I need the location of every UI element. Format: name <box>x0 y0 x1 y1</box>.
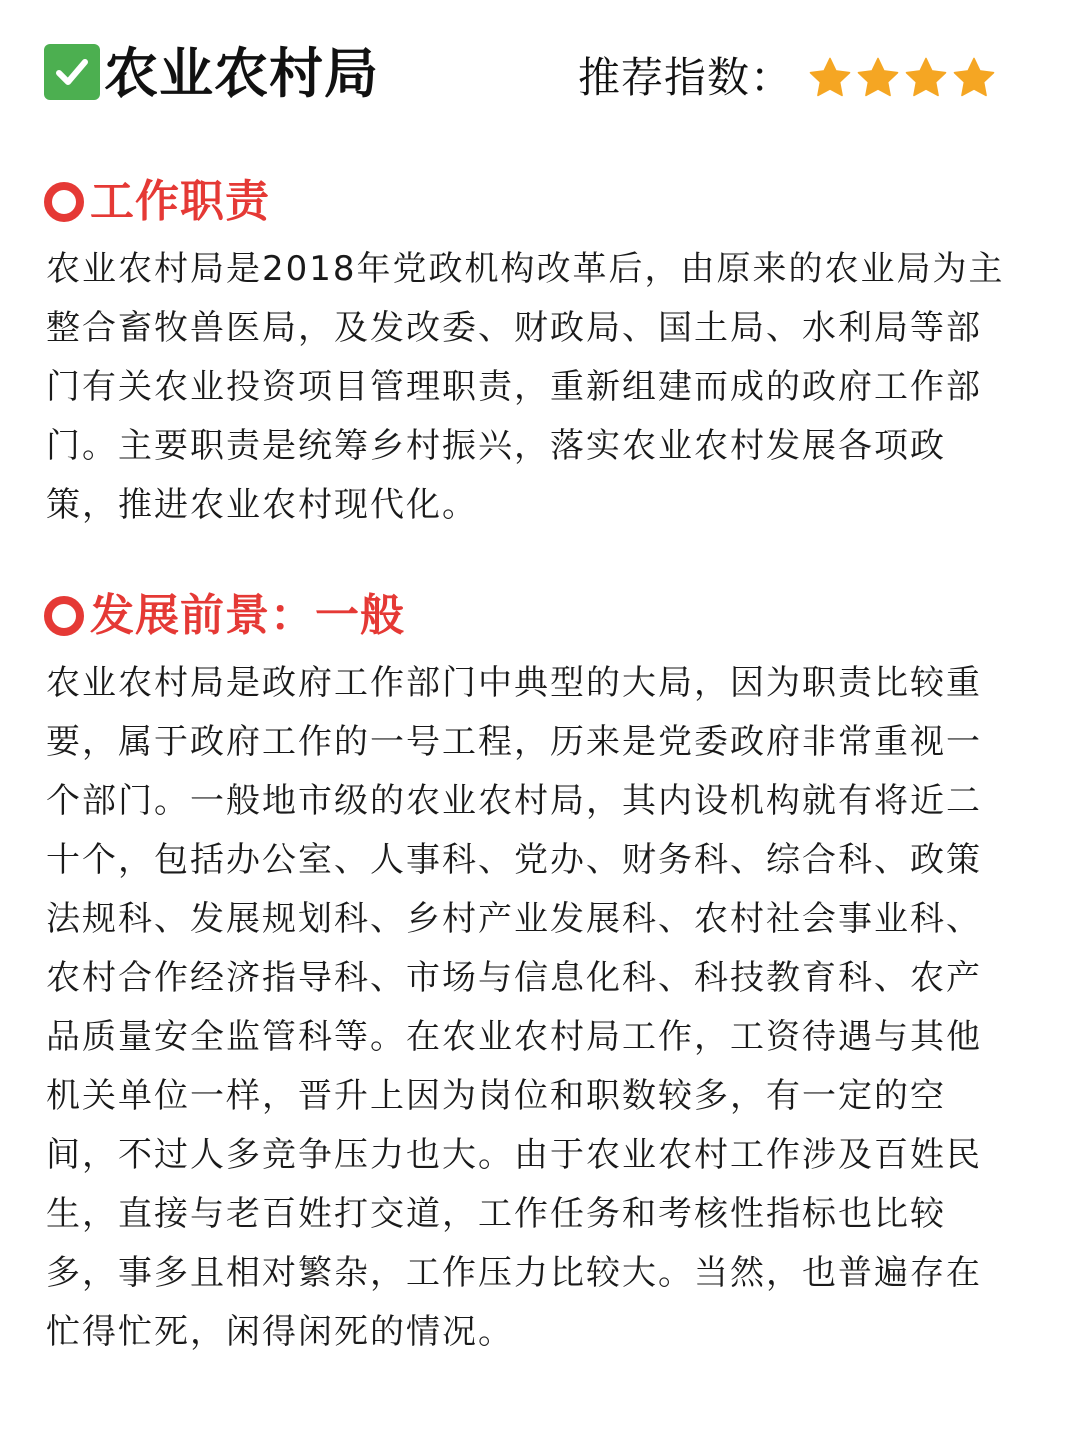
text-line: 策，推进农业农村现代化。 <box>46 485 478 525</box>
text-line: 农业农村局是政府工作部门中典型的大局，因为职责比较重 <box>46 663 982 703</box>
text-line: 间，不过人多竞争压力也大。由于农业农村工作涉及百姓民 <box>46 1135 982 1175</box>
star-icon <box>951 55 997 101</box>
text-line: 机关单位一样，晋升上因为岗位和职数较多，有一定的空 <box>46 1076 946 1116</box>
red-ring-icon <box>44 182 84 222</box>
text-line: 门有关农业投资项目管理职责，重新组建而成的政府工作部 <box>46 367 982 407</box>
text-line: 农村合作经济指导科、市场与信息化科、科技教育科、农产 <box>46 958 982 998</box>
rating <box>578 46 999 110</box>
star-icon <box>903 55 949 101</box>
section-heading-prospects <box>44 586 405 646</box>
text-line: 个部门。一般地市级的农业农村局，其内设机构就有将近二 <box>46 781 982 821</box>
text-line: 品质量安全监管科等。在农业农村局工作，工资待遇与其他 <box>46 1017 982 1057</box>
star-icon <box>855 55 901 101</box>
page-title: 农业农村局 <box>104 42 379 105</box>
text-line: 法规科、发展规划科、乡村产业发展科、农村社会事业科、 <box>46 899 982 939</box>
text-line: 农业农村局是2018年党政机构改革后，由原来的农业局为主 <box>46 249 1005 289</box>
section-title: 工作职责 <box>90 176 270 227</box>
text-line: 十个，包括办公室、人事科、党办、财务科、综合科、政策 <box>46 840 982 880</box>
section-paragraph-prospects <box>46 654 1036 1362</box>
text-line: 忙得忙死，闲得闲死的情况。 <box>46 1312 514 1352</box>
section-heading-duties <box>44 172 270 232</box>
section-paragraph-duties <box>46 240 1036 535</box>
text-line: 门。主要职责是统筹乡村振兴，落实农业农村发展各项政 <box>46 426 946 466</box>
star-icon <box>807 55 853 101</box>
text-line: 多，事多且相对繁杂，工作压力比较大。当然，也普遍存在 <box>46 1253 982 1293</box>
header <box>44 38 1044 122</box>
text-line: 整合畜牧兽医局，及发改委、财政局、国土局、水利局等部 <box>46 308 982 348</box>
check-mark-icon <box>44 44 100 100</box>
rating-label: 推荐指数： <box>578 53 794 102</box>
rating-stars <box>807 55 999 101</box>
red-ring-icon <box>44 596 84 636</box>
text-line: 要，属于政府工作的一号工程，历来是党委政府非常重视一 <box>46 722 982 762</box>
section-title: 发展前景：一般 <box>90 590 405 641</box>
text-line: 生，直接与老百姓打交道，工作任务和考核性指标也比较 <box>46 1194 946 1234</box>
